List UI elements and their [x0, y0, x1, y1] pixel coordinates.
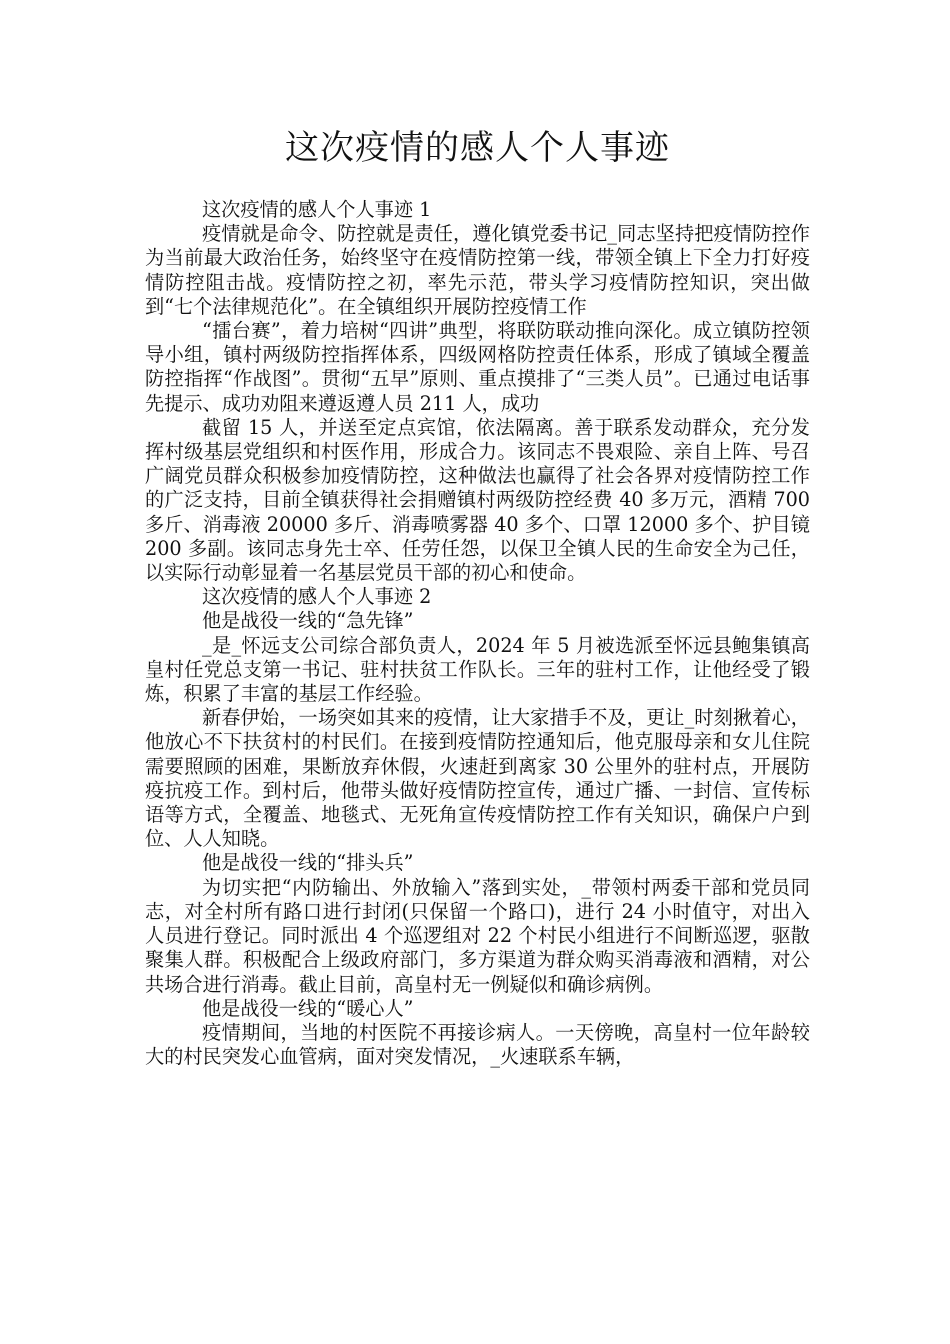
- section-heading-2: 这次疫情的感人个人事迹 2: [202, 585, 432, 609]
- document-title: 这次疫情的感人个人事迹: [285, 128, 670, 168]
- paragraph: _是_怀远支公司综合部负责人，2024 年 5 月被选派至怀远县鲍集镇高皇村任党总支第一书记、驻村扶贫工作队长。三年的驻村工作，让他经受了锻炼，积累了丰富的基层工作经验。: [145, 633, 810, 706]
- subheading: 他是战役一线的“急先锋”: [202, 609, 414, 633]
- paragraph: 新春伊始，一场突如其来的疫情，让大家措手不及，更让_时刻揪着心，他放心不下扶贫村的村民们。在接到疫情防控通知后，他克服母亲和女儿住院需要照顾的困难，果断放弃休假，火速赶到离家 30 公里外的驻村点，开展防疫抗疫工作。到村后，他带头做好疫情防控宣传，通过广播、一封信、宣传标语等方式，全覆盖、地毯式、无死角宣传疫情防控工作有关知识，确保户户到位、人人知晓。: [145, 706, 810, 851]
- paragraph: 疫情就是命令、防控就是责任，遵化镇党委书记_同志坚持把疫情防控作为当前最大政治任务，始终坚守在疫情防控第一线，带领全镇上下全力打好疫情防控阻击战。疫情防控之初，率先示范，带头学习疫情防控知识，突出做到“七个法律规范化”。在全镇组织开展防控疫情工作: [145, 222, 810, 318]
- paragraph: 为切实把“内防输出、外放输入”落到实处，_带领村两委干部和党员同志，对全村所有路口进行封闭(只保留一个路口)，进行 24 小时值守，对出入人员进行登记。同时派出 4 个巡逻组对 22 个村民小组进行不间断巡逻，驱散聚集人群。积极配合上级政府部门，多方渠道为群众购买消毒液和酒精，对公共场合进行消毒。截止目前，高皇村无一例疑似和确诊病例。: [145, 875, 810, 996]
- paragraph: “擂台赛”，着力培树“四讲”典型，将联防联动推向深化。成立镇防控领导小组，镇村两级防控指挥体系，四级网格防控责任体系，形成了镇域全覆盖防控指挥“作战图”。贯彻“五早”原则、重点摸排了“三类人员”。已通过电话事先提示、成功劝阻来遵返遵人员 211 人，成功: [145, 319, 810, 415]
- paragraph: 疫情期间，当地的村医院不再接诊病人。一天傍晚，高皇村一位年龄较大的村民突发心血管病，面对突发情况，_火速联系车辆，: [145, 1020, 810, 1069]
- document-page: [145, 118, 810, 1069]
- subheading: 他是战役一线的“暖心人”: [202, 996, 414, 1020]
- subheading: 他是战役一线的“排头兵”: [202, 851, 414, 875]
- paragraph: 截留 15 人，并送至定点宾馆，依法隔离。善于联系发动群众，充分发挥村级基层党组织和村医作用，形成合力。该同志不畏艰险、亲自上阵、号召广阔党员群众积极参加疫情防控，这种做法也赢得了社会各界对疫情防控工作的广泛支持，目前全镇获得社会捐赠镇村两级防控经费 40 多万元，酒精 700 多斤、消毒液 20000 多斤、消毒喷雾器 40 多个、口罩 12000 多个、护目镜 200 多副。该同志身先士卒、任劳任怨，以保卫全镇人民的生命安全为己任，以实际行动彰显着一名基层党员干部的初心和使命。: [145, 415, 810, 585]
- section-heading-1: 这次疫情的感人个人事迹 1: [202, 198, 432, 221]
